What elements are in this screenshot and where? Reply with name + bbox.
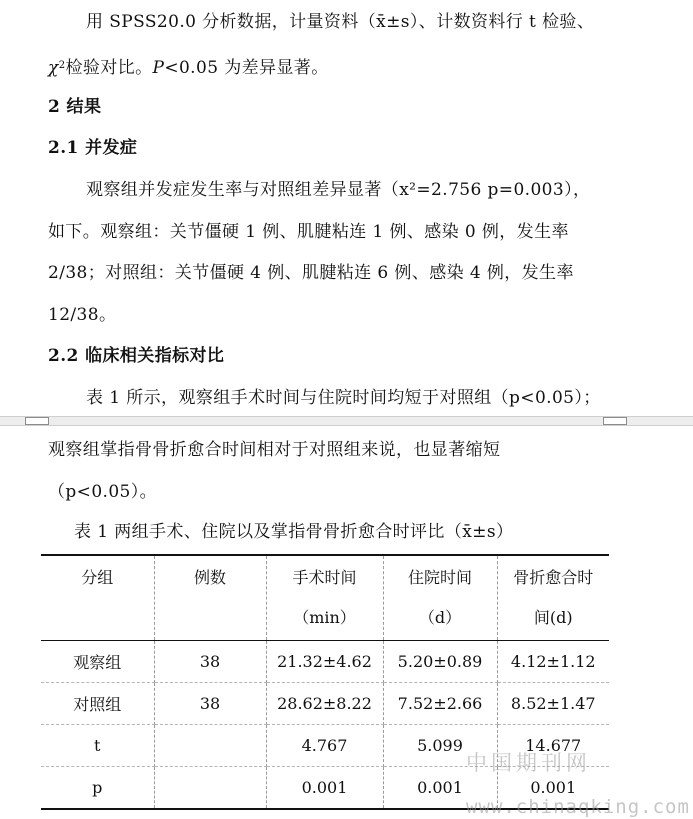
table-header-row bbox=[41, 555, 609, 641]
paragraph-indicators-line1: 表 1 所示，观察组手术时间与住院时间均短于对照组（p<0.05）； bbox=[86, 388, 601, 408]
page-break-right-marker bbox=[603, 417, 627, 425]
watermark-site-name: 中国期刊网 bbox=[466, 751, 591, 775]
page-break-separator bbox=[0, 416, 693, 428]
table-row: 观察组 38 21.32±4.62 5.20±0.89 4.12±1.12 bbox=[41, 641, 609, 683]
paragraph-methods-line1: 用 SPSS20.0 分析数据，计量资料（x̄±s）、计数资料行 t 检验、 bbox=[86, 12, 595, 32]
table-row: 对照组 38 28.62±8.22 7.52±2.66 8.52±1.47 bbox=[41, 683, 609, 725]
paragraph-indicators-line3: （p<0.05）。 bbox=[48, 482, 158, 502]
paragraph-complications-line3: 2/38；对照组：关节僵硬 4 例、肌腱粘连 6 例、感染 4 例，发生率 bbox=[48, 263, 574, 283]
table-caption: 表 1 两组手术、住院以及掌指骨骨折愈合时评比（x̄±s） bbox=[74, 522, 514, 542]
page-break-left-marker bbox=[25, 417, 49, 425]
chi-superscript: 2 bbox=[58, 60, 66, 71]
methods-text: 检验对比。 bbox=[65, 58, 153, 78]
paragraph-methods-line2 bbox=[48, 56, 663, 80]
header-healing-time: 骨折愈合时 间(d) bbox=[497, 555, 609, 641]
page-break-band bbox=[0, 416, 693, 426]
header-hospital-stay: 住院时间 （d） bbox=[383, 555, 497, 641]
table-row: t 4.767 5.099 14.677 bbox=[41, 725, 609, 767]
header-count: 例数 bbox=[154, 555, 266, 641]
paragraph-complications-line2: 如下。观察组：关节僵硬 1 例、肌腱粘连 1 例、感染 0 例，发生率 bbox=[48, 222, 569, 242]
watermark-site-url: www.chinaqking.com bbox=[466, 796, 690, 818]
header-surgery-time: 手术时间 （min） bbox=[266, 555, 383, 641]
paragraph-complications-line1: 观察组并发症发生率与对照组差异显著（x²=2.756 p=0.003）， bbox=[86, 180, 591, 200]
paragraph-complications-line4: 12/38。 bbox=[48, 305, 117, 325]
table-row: p 0.001 0.001 0.001 bbox=[41, 767, 609, 810]
header-group: 分组 bbox=[41, 555, 154, 641]
heading-clinical-indicators: 2.2 临床相关指标对比 bbox=[48, 346, 225, 366]
heading-complications: 2.1 并发症 bbox=[48, 138, 138, 158]
paragraph-indicators-line2: 观察组掌指骨骨折愈合时间相对于对照组来说，也显著缩短 bbox=[48, 440, 501, 460]
methods-threshold: <0.05 为差异显著。 bbox=[164, 58, 329, 78]
p-symbol: P bbox=[152, 58, 165, 78]
heading-results: 2 结果 bbox=[48, 97, 102, 117]
chi-symbol: χ bbox=[48, 58, 59, 78]
